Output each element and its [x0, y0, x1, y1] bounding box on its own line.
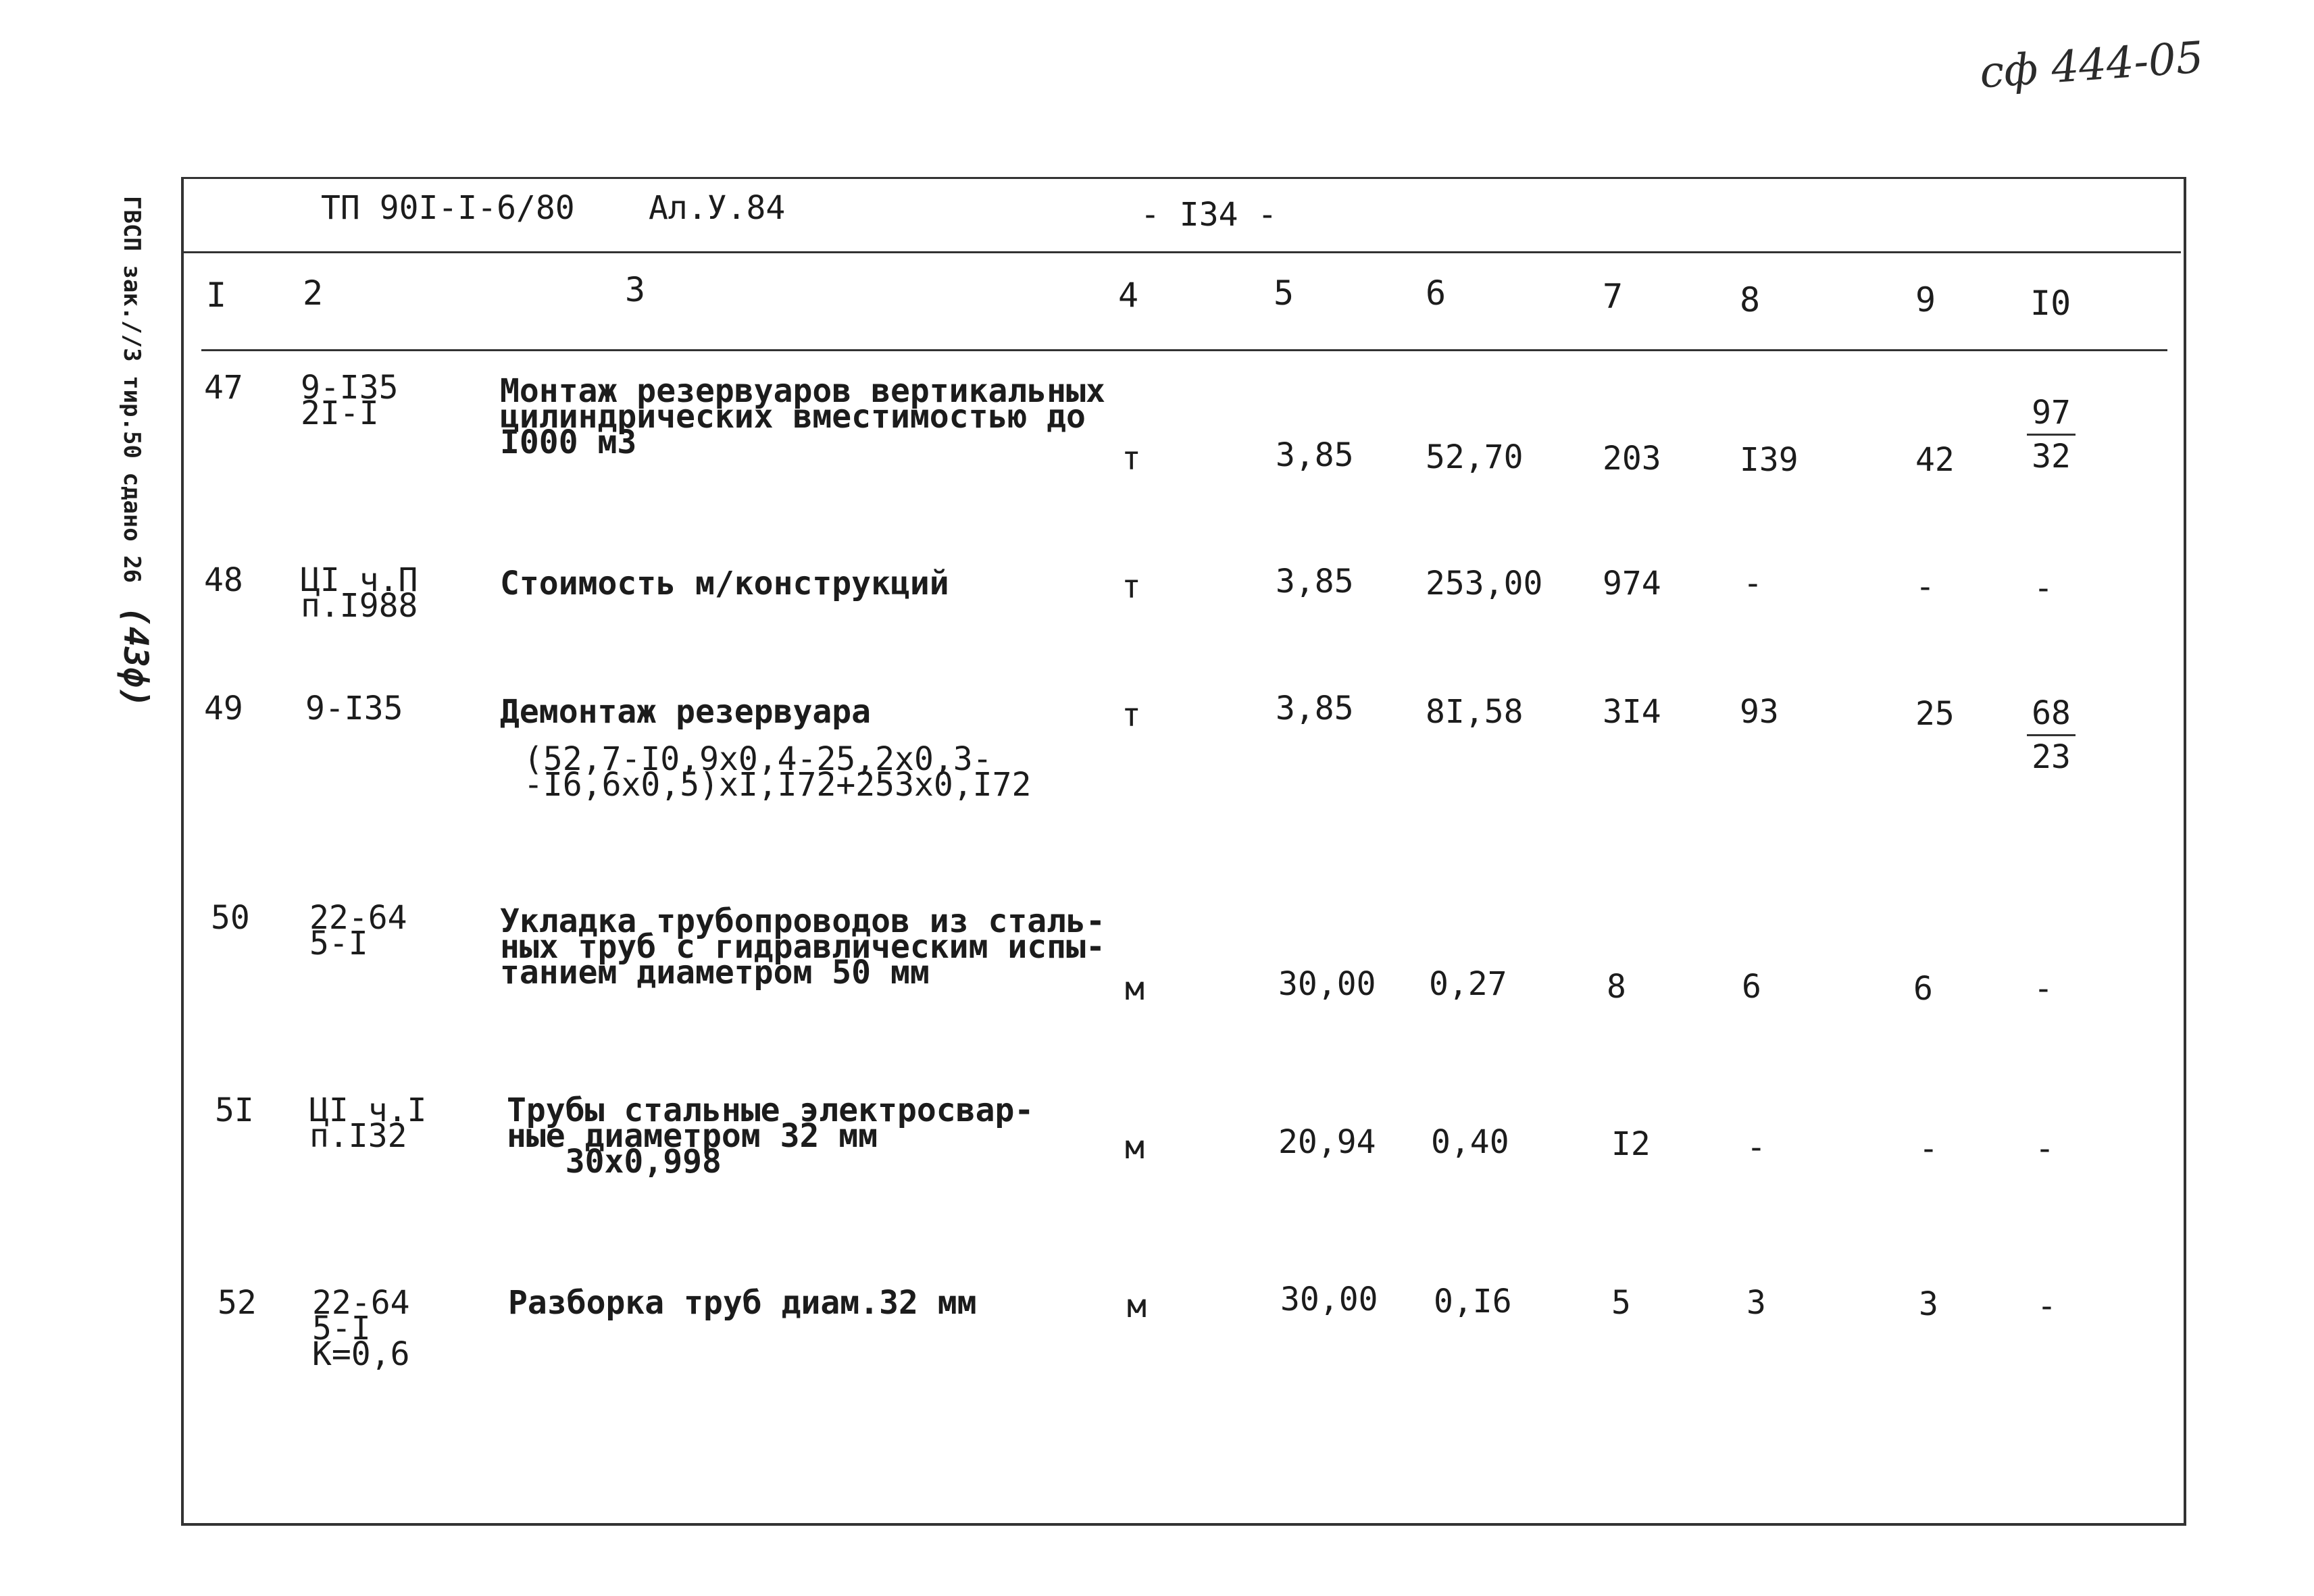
unit: т [1122, 568, 1141, 606]
col-10-value: - [2034, 569, 2053, 607]
col-9-value: - [1919, 1130, 1938, 1168]
page-number: - I34 - [1140, 196, 1278, 234]
quantity: 3,85 [1276, 563, 1354, 600]
col-6: 6 [1426, 274, 1447, 313]
col-5: 5 [1274, 274, 1294, 313]
total-cost: I2 [1611, 1125, 1651, 1163]
quantity: 30,00 [1278, 965, 1376, 1003]
col-10-value: - [2035, 1130, 2055, 1168]
header-divider [181, 251, 2181, 253]
unit: м [1125, 970, 1145, 1008]
work-description: Стоимость м/конструкций [500, 565, 949, 602]
project-code: ТП 90I-I-6/80 [321, 189, 575, 227]
total-cost: 3I4 [1603, 693, 1661, 731]
quantity: 3,85 [1276, 690, 1354, 727]
row-number: 49 [204, 690, 243, 727]
columns-divider [201, 349, 2167, 351]
work-description: Укладка трубопроводов из сталь- ных труб с гидравлическим испы- танием диаметром 50 мм [500, 902, 1105, 992]
col-9-value: 25 [1915, 695, 1955, 733]
col-8-value: 6 [1742, 968, 1761, 1006]
norm-code: ЦI ч.П п.I988 [301, 561, 418, 625]
norm-code: 22-64 5-I [309, 899, 407, 962]
col-3: 3 [625, 270, 646, 309]
col-8: 8 [1740, 280, 1761, 319]
unit-price: 0,I6 [1434, 1283, 1512, 1320]
side-note-big: (43ф) [116, 606, 155, 709]
row-number: 47 [204, 369, 243, 407]
norm-code: 22-64 5-I К=0,6 [312, 1284, 410, 1373]
col-8-value: - [1743, 565, 1763, 602]
col-9-value: - [1915, 568, 1935, 606]
norm-code: 9-I35 [305, 690, 403, 727]
unit: м [1125, 1129, 1145, 1166]
col-9-value: 3 [1919, 1285, 1938, 1323]
col-8-value: 93 [1740, 693, 1779, 731]
unit: т [1122, 440, 1141, 478]
work-description: Разборка труб диам.32 мм [508, 1284, 977, 1322]
col-10-fraction [2027, 692, 2076, 778]
norm-code: 9-I35 2I-I [301, 369, 399, 432]
work-description: Трубы стальные электросвар- ные диаметром 32 мм 30х0,998 [507, 1091, 1034, 1181]
unit-price: 52,70 [1426, 438, 1524, 476]
col-1: I [206, 276, 227, 315]
col-10-fraction [2027, 392, 2076, 478]
unit: м [1127, 1287, 1147, 1325]
unit-price: 253,00 [1426, 565, 1543, 602]
work-description: Монтаж резервуаров вертикальных цилиндрических вместимостью до I000 м3 [500, 372, 1105, 461]
col-2: 2 [303, 274, 324, 313]
work-description: Демонтаж резервуара [500, 693, 872, 731]
side-note-text: ГВСП зак.//3 тир.50 сдано 26 [118, 196, 145, 584]
col-8-value: I39 [1740, 441, 1799, 479]
album-number: Ал.У.84 [649, 189, 786, 227]
col-7: 7 [1603, 277, 1624, 316]
col-8-value: 3 [1746, 1284, 1766, 1322]
unit-price: 0,40 [1431, 1123, 1509, 1161]
col-10: I0 [2030, 284, 2071, 323]
col-10-value: - [2034, 970, 2053, 1008]
calculation-formula: (52,7-I0,9х0,4-25,2х0,3- -I6,6х0,5)хI,I72+253х0,I72 [524, 740, 1032, 804]
unit-price: 0,27 [1429, 965, 1507, 1003]
row-number: 50 [211, 899, 250, 937]
unit-price: 8I,58 [1426, 693, 1524, 731]
table-frame [181, 177, 2186, 1526]
col-8-value: - [1746, 1129, 1766, 1166]
unit: т [1122, 696, 1141, 734]
total-cost: 974 [1603, 565, 1661, 602]
norm-code: ЦI ч.I п.I32 [309, 1091, 427, 1155]
fraction-numerator: 68 [2027, 692, 2076, 736]
fraction-numerator: 97 [2027, 392, 2076, 436]
row-number: 52 [218, 1284, 257, 1322]
quantity: 30,00 [1280, 1281, 1378, 1318]
total-cost: 8 [1607, 968, 1626, 1006]
col-10-value: - [2037, 1287, 2057, 1325]
fraction-denominator: 23 [2032, 738, 2071, 776]
fraction-denominator: 32 [2032, 438, 2071, 475]
row-number: 5I [215, 1091, 254, 1129]
side-note [116, 196, 155, 708]
row-number: 48 [204, 561, 243, 599]
col-9: 9 [1915, 280, 1936, 319]
col-9-value: 6 [1913, 970, 1933, 1008]
document-stamp: сф 444-05 [1978, 32, 2205, 99]
total-cost: 203 [1603, 440, 1661, 478]
col-4: 4 [1118, 276, 1139, 315]
total-cost: 5 [1611, 1284, 1631, 1322]
col-9-value: 42 [1915, 441, 1955, 479]
quantity: 20,94 [1278, 1123, 1376, 1161]
quantity: 3,85 [1276, 436, 1354, 474]
